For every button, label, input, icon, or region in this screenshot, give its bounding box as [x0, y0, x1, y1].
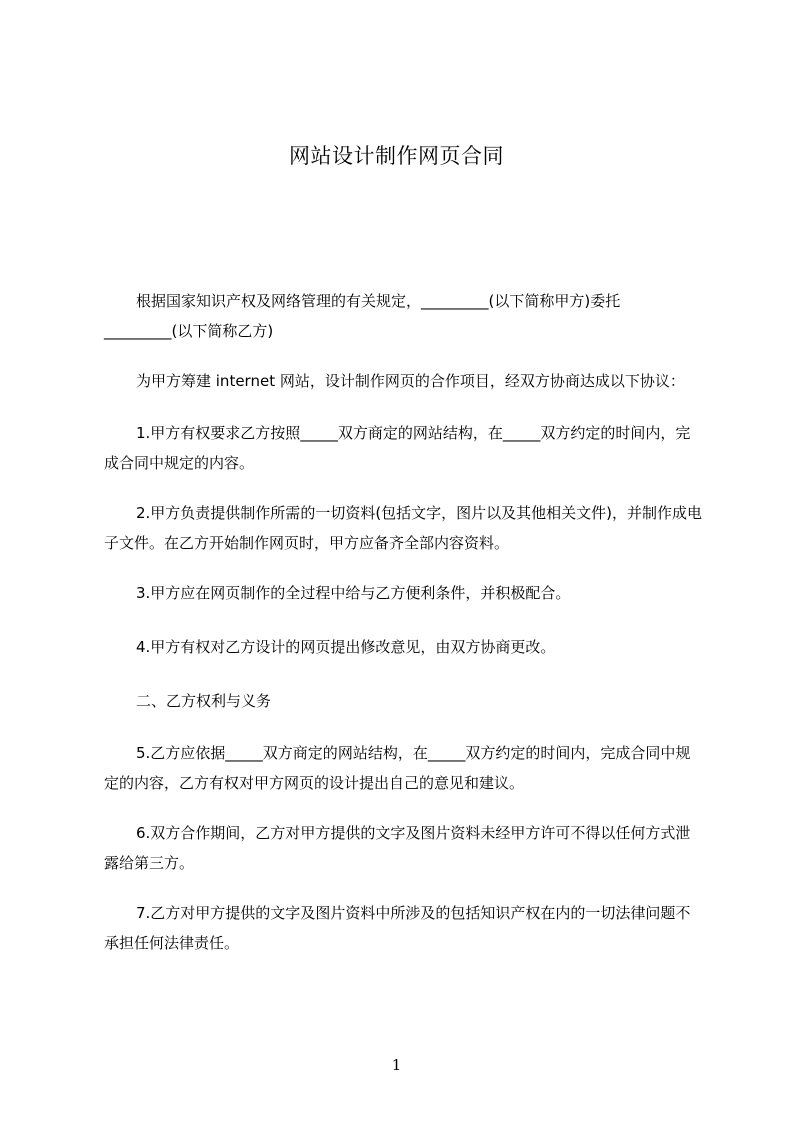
paragraph-purpose: 为甲方筹建 internet 网站，设计制作网页的合作项目，经双方协商达成以下协议：	[136, 372, 685, 390]
paragraph-clause-1: 1.甲方有权要求乙方按照_____双方商定的网站结构，在_____双方约定的时间内，完成合同中规定的内容。	[104, 424, 691, 472]
document-title: 网站设计制作网页合同	[289, 144, 504, 168]
section-heading-party-b: 二、乙方权利与义务	[136, 692, 272, 710]
paragraph-clause-6: 6.双方合作期间，乙方对甲方提供的文字及图片资料未经甲方许可不得以任何方式泄露给第三方。	[104, 824, 691, 872]
paragraph-preamble: 根据国家知识产权及网络管理的有关规定，_________(以下简称甲方)委托_________(以下简称乙方)	[104, 292, 621, 340]
paragraph-clause-7: 7.乙方对甲方提供的文字及图片资料中所涉及的包括知识产权在内的一切法律问题不承担任何法律责任。	[104, 904, 691, 952]
paragraph-clause-4: 4.甲方有权对乙方设计的网页提出修改意见，由双方协商更改。	[136, 638, 556, 656]
paragraph-clause-3: 3.甲方应在网页制作的全过程中给与乙方便利条件，并积极配合。	[136, 584, 571, 602]
paragraph-clause-5: 5.乙方应依据_____双方商定的网站结构，在_____双方约定的时间内，完成合同中规定的内容，乙方有权对甲方网页的设计提出自己的意见和建议。	[104, 744, 691, 792]
page-number: 1	[391, 1056, 402, 1074]
paragraph-clause-2: 2.甲方负责提供制作所需的一切资料(包括文字，图片以及其他相关文件)，并制作成电子文件。在乙方开始制作网页时，甲方应备齐全部内容资料。	[104, 504, 703, 552]
